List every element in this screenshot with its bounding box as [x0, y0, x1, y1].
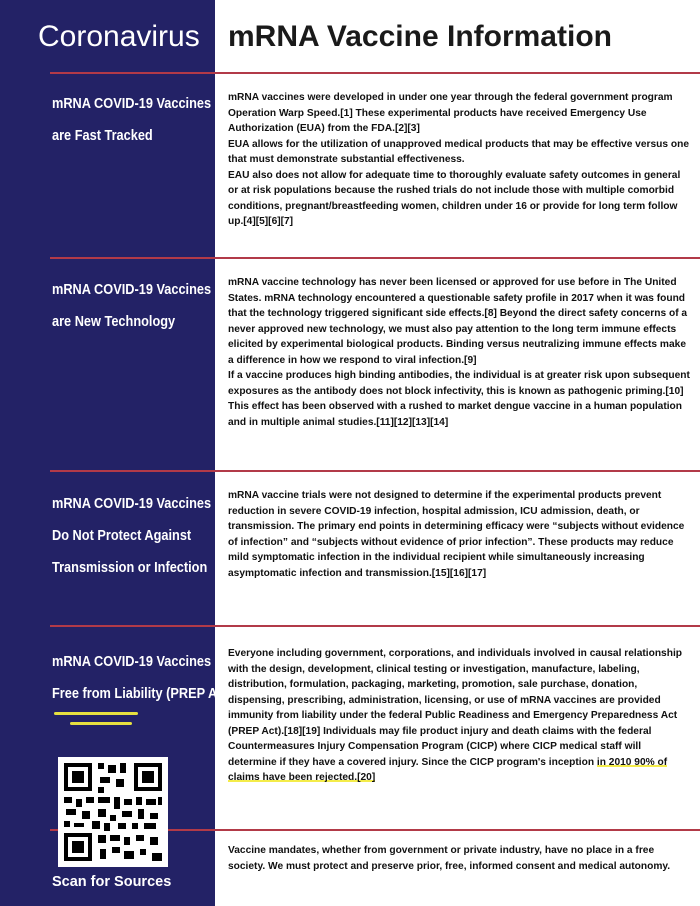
qr-caption: Scan for Sources — [52, 874, 172, 890]
heading-line: Free from Liability (PREP Act) — [52, 686, 233, 702]
paragraph: EAU also does not allow for adequate time to thoroughly evaluate safety outcomes in general or at risk populations because the rushed trials do not include those with multiple comorbid conditions, pregnant/breastfeeding women, children under 16 or provide for long term follow up.[4][5][6][7] — [228, 169, 681, 227]
paragraph: mRNA vaccine technology has never been licensed or approved for use before in The United States. mRNA technology encountered a questionable safety profile in 2017 when it was found that the technology triggered significant side effects.[8] Beyond the direct safety concerns of a never approved new technology, we must also pay attention to the long term immune effects elicited by experimental biological products. Binding versus neutralizing immune effects make a difference in how we respond to viral infection.[9] — [228, 277, 688, 366]
paragraph: If a vaccine produces high binding antibodies, the individual is at greater risk upon subsequent exposures as the antibody does not block infectivity, this is known as pathogenic priming.[10] This effect has been observed with a rushed to market dengue vaccine in a human population and in multiple animal studies.[11][12][13][14] — [228, 370, 690, 428]
section-divider — [50, 72, 700, 74]
paragraph-text: Everyone including government, corporations, and individuals involved in causal relationship with the design, development, clinical testing or investigation, manufacture, labeling, distribution, formulation, packaging, marketing, promotion, sale purchase, donation, dispensing, prescribing, administration, licensing, or use of mRNA vaccines are provided immunity from liability under the federal Public Readiness and Emergency Preparedness Act (PREP Act).[18][19] Individuals may file product injury and death claims with the federal Countermeasures Injury Compensation Program (CICP) where CICP medical staff will determine if they have a covered injury. Since the CICP program's inception — [228, 648, 683, 768]
section-heading-new-technology — [52, 274, 211, 338]
section-divider — [50, 257, 700, 259]
page-title: mRNA Vaccine Information — [228, 20, 612, 53]
heading-line: mRNA COVID-19 Vaccines — [52, 282, 212, 298]
paragraph: mRNA vaccine trials were not designed to determine if the experimental products prevent reduction in severe COVID-19 infection, hospital admission, ICU admission, death, or transmission. The primary end points in determining efficacy were “subjects without evidence of infection” and “subjects without evidence of prior infection”. These products may reduce mild symptomatic infection in the individual recipient while simultaneously increasing asymptomatic infection and transmission.[15][16][17] — [228, 490, 685, 579]
heading-line: mRNA COVID-19 Vaccines — [52, 96, 212, 112]
section-heading-liability — [52, 646, 234, 710]
highlighted-text: in 2010 90% of claims have been rejected.[20] — [228, 756, 668, 783]
section-body-new-technology — [228, 275, 690, 430]
section-divider — [50, 470, 700, 472]
highlight-underline — [54, 712, 138, 715]
section-body-fast-tracked — [228, 90, 690, 230]
closing-statement: Vaccine mandates, whether from government or private industry, have no place in a free society. We must protect and preserve prior, free, informed consent and medical autonomy. — [228, 845, 671, 872]
qr-code-image — [58, 757, 168, 867]
heading-line: Transmission or Infection — [52, 560, 208, 576]
heading-line: mRNA COVID-19 Vaccines — [52, 496, 212, 512]
section-body-liability — [228, 646, 690, 786]
paragraph: EUA allows for the utilization of unapproved medical products that may be effective versus one that must demonstrate substantial effectiveness. — [228, 138, 689, 165]
section-body-no-protection — [228, 488, 690, 581]
heading-line: Do Not Protect Against — [52, 528, 192, 544]
heading-line: mRNA COVID-19 Vaccines are — [52, 654, 234, 670]
title-left: Coronavirus — [38, 20, 200, 53]
qr-code[interactable] — [58, 757, 168, 867]
section-heading-fast-tracked — [52, 88, 211, 152]
section-heading-no-protection — [52, 488, 211, 584]
heading-line: are Fast Tracked — [52, 128, 153, 144]
paragraph: mRNA vaccines were developed in under one year through the federal government program Operation Warp Speed.[1] These experimental products have received Emergency Use Authorization (EUA) from the FDA.[2][3] — [228, 92, 673, 134]
highlight-underline — [70, 722, 132, 725]
section-divider — [50, 625, 700, 627]
paragraph — [228, 646, 690, 786]
heading-line: are New Technology — [52, 314, 176, 330]
